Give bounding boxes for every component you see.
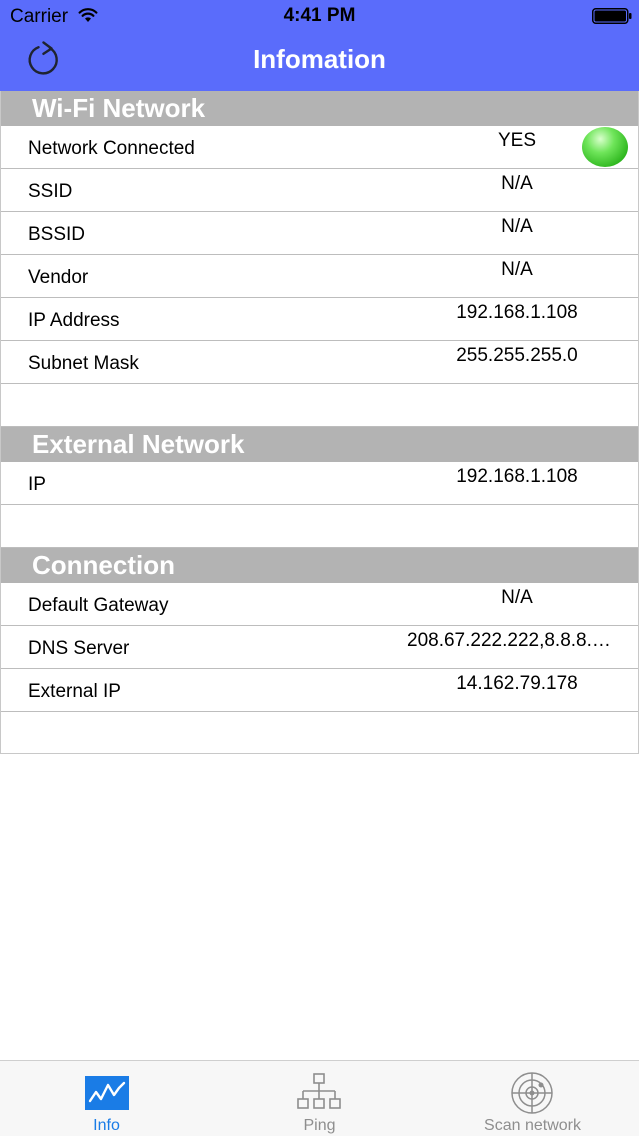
section-spacer [1,505,638,548]
tab-info[interactable] [0,1061,213,1136]
section-header-external-network: External Network [1,427,638,462]
row-label: BSSID [28,224,86,245]
row-dns-server [1,626,638,669]
page-title: Infomation [253,44,386,74]
row-default-gateway [1,583,638,626]
tab-label: Scan network [484,1117,581,1134]
tab-label: Info [93,1117,120,1134]
row-bssid [1,212,638,255]
row-label: Default Gateway [28,595,169,616]
row-label: IP Address [28,310,120,331]
row-external-network-ip [1,462,638,505]
row-label: SSID [28,181,73,202]
row-ip-address [1,298,638,341]
row-value: N/A [501,259,533,280]
section-spacer [1,712,638,755]
network-tree-icon [297,1071,341,1115]
row-value: 255.255.255.0 [456,345,578,366]
tab-label: Ping [303,1117,336,1134]
row-value: 14.162.79.178 [456,673,578,694]
row-label: IP [28,474,46,495]
connected-status-icon [582,127,628,167]
tab-scan-network[interactable] [426,1061,639,1136]
section-spacer [1,384,638,427]
clock: 4:41 PM [283,5,356,26]
tab-ping[interactable] [213,1061,426,1136]
navigation-bar [0,32,639,91]
row-subnet-mask [1,341,638,384]
section-header-wifi-network: Wi-Fi Network [1,91,638,126]
tab-bar [0,1060,639,1136]
row-value: 208.67.222.222,8.8.8.… [407,630,611,651]
info-table [0,91,639,754]
row-vendor [1,255,638,298]
row-value: 192.168.1.108 [456,302,578,323]
row-value: 192.168.1.108 [456,466,578,487]
row-value: N/A [501,587,533,608]
row-value: N/A [501,216,533,237]
row-ssid [1,169,638,212]
carrier-label: Carrier [10,6,69,27]
row-value: N/A [501,173,533,194]
battery-icon [592,8,632,24]
row-external-ip [1,669,638,712]
row-label: Vendor [28,267,89,288]
row-value: YES [497,130,537,151]
row-label: External IP [28,681,121,702]
radar-icon [510,1071,554,1115]
status-bar [0,0,639,32]
row-label: Subnet Mask [28,353,139,374]
row-network-connected [1,126,638,169]
row-label: Network Connected [28,138,195,159]
header [0,0,639,91]
section-header-connection: Connection [1,548,638,583]
activity-chart-icon [85,1071,129,1115]
row-label: DNS Server [28,638,130,659]
